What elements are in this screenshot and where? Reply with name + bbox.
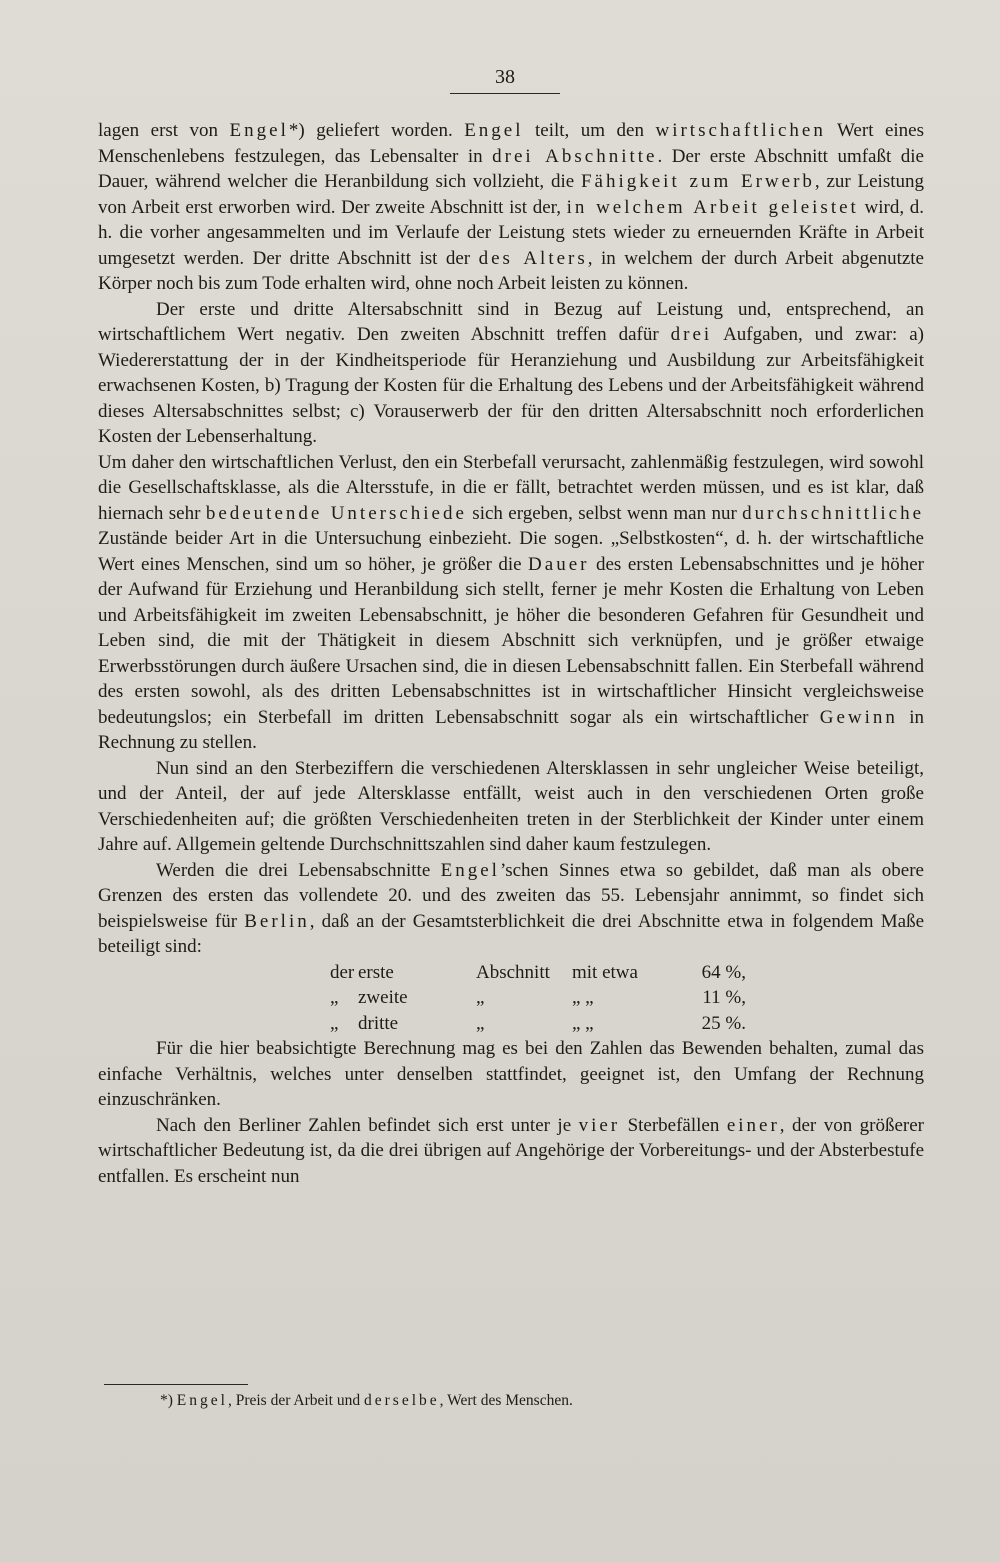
paragraph-2: Der erste und dritte Altersabschnitt sind in Bezug auf Leistung und, entsprechend, an wirtschaftlichem Wert negativ. Den zweiten Abschnitt treffen dafür drei Aufgaben, und zwar: a) Wiedererstattung der in der Kindheitsperiode für Heranziehung und Ausbildung zur Arbeitsfähigkeit erwachsenen Kosten, b) Tragung der Kosten für die Erhaltung des Lebens und der Arbeitsfähigkeit während dieses Altersabschnittes selbst; c) Vorauserwerb der für den dritten Altersabschnitt noch erforderlichen Kosten der Lebenserhaltung. — [98, 298, 924, 447]
paragraph-4: Nun sind an den Sterbeziffern die verschiedenen Altersklassen in sehr ungleicher Weise beteiligt, und der Anteil, der auf jede Altersklasse entfällt, weist auch in den verschiedenen Orten große Verschiedenheiten auf; die größten Verschiedenheiten treten in der Sterblichkeit der Kinder unter einem Jahre auf. Allgemein geltende Durchschnittszahlen sind daher kaum festzulegen. — [98, 757, 924, 855]
page-number: 38 — [495, 66, 515, 88]
header-rule — [450, 93, 560, 94]
table-row: „ dritte „ „ „ 25 %. — [330, 1012, 746, 1034]
paragraph-6: Für die hier beabsichtigte Berechnung mag es bei den Zahlen das Bewenden behalten, zumal das einfache Verhältnis, welches unter denselben stattfindet, geeignet ist, den Umfang der Rechnung einzuschränken. — [98, 1038, 924, 1110]
main-text — [98, 118, 924, 1189]
paragraph-5: Werden die drei Lebensabschnitte Engel’schen Sinnes etwa so gebildet, daß man als obere Grenzen des ersten das vollendete 20. und des zweiten das 55. Lebensjahr annimmt, so findet sich beispielsweise für Berlin, daß an der Gesamtsterblichkeit die drei Abschnitte etwa in folgendem Maße beteiligt sind: — [98, 859, 924, 957]
table-row: „ zweite „ „ „ 11 %, — [330, 987, 746, 1008]
share-table — [330, 960, 810, 1037]
paragraph-7: Nach den Berliner Zahlen befindet sich erst unter je vier Sterbefällen einer, der von größerer wirtschaftlicher Bedeutung ist, da die drei übrigen auf Angehörige der Vorbereitungs- und der Absterbestufe entfallen. Es erscheint nun — [98, 1114, 924, 1187]
paragraph-1: lagen erst von Engel*) geliefert worden. Engel teilt, um den wirtschaftlichen Wert eines Menschenlebens festzulegen, das Lebensalter in drei Abschnitte. Der erste Abschnitt umfaßt die Dauer, während welcher die Heranbildung sich vollzieht, die Fähigkeit zum Erwerb, zur Leistung von Arbeit erst erworben wird. Der zweite Abschnitt ist der, in welchem Arbeit geleistet wird, d. h. die vorher angesammelten und im Verlaufe der Leistung stets wieder zu erneuernden Kräfte in Arbeit umgesetzt werden. Der dritte Abschnitt ist der des Alters, in welchem der durch Arbeit abgenutzte Körper noch bis zum Tode erhalten wird, ohne noch Arbeit leisten zu können. — [98, 120, 925, 294]
footnote-rule — [104, 1384, 248, 1385]
paragraph-3: Um daher den wirtschaftlichen Verlust, den ein Sterbefall verursacht, zahlenmäßig festzulegen, wird sowohl die Gesellschaftsklasse, als die Altersstufe, in die er fällt, betrachtet werden müssen, und es ist klar, daß hiernach sehr bedeutende Unterschiede sich ergeben, selbst wenn man nur durchschnittliche Zustände beider Art in die Untersuchung einbezieht. Die sogen. „Selbstkosten“, d. h. der wirtschaftliche Wert eines Menschen, sind um so höher, je größer die Dauer des ersten Lebensabschnittes und je höher der Aufwand für Erziehung und Heranbildung sich stellt, ferner je mehr Kosten die Erhaltung von Leben und Arbeitsfähigkeit im zweiten Lebensabschnitt, je höher die besonderen Gefahren für Gesundheit und Leben sind, die mit der Thätigkeit in diesem Abschnitt sich verknüpfen, und je größer etwaige Erwerbsstörungen durch äußere Ursachen sind, die in diesen Lebensabschnitt fallen. Ein Sterbefall während des ersten sowohl, als des dritten Lebensabschnittes ist in wirtschaftlicher Hinsicht vergleichsweise bedeutungslos; ein Sterbefall im dritten Lebensabschnitt sogar als ein wirtschaftlicher Gewinn in Rechnung zu stellen. — [98, 451, 925, 753]
footnote: *) Engel, Preis der Arbeit und derselbe, Wert des Menschen. — [160, 1392, 573, 1409]
table-row: der erste Abschnitt mit etwa 64 %, — [330, 961, 746, 983]
